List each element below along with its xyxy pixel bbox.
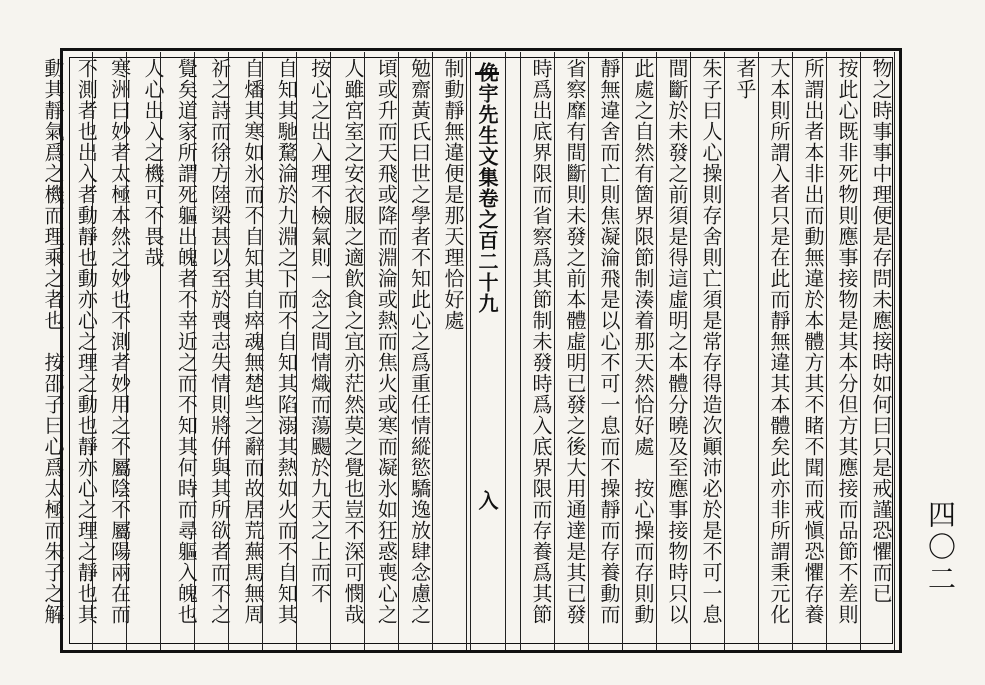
text-column-22: 寒洲曰妙者太極本然之妙也不測者妙用之不屬陰不屬陽兩在而 — [107, 58, 132, 625]
text-column-7: 間斷於未發之前須是得這虛明之本體分曉及至應事接物時只以 — [665, 58, 689, 625]
text-column-17: 自知其馳騖淪於九淵之下而不自知其陷溺其熱如火而不自知其 — [274, 58, 299, 625]
text-column-11: 時爲出底界限而省察爲其節制未發時爲入底界限而存養爲其節 — [529, 58, 553, 625]
text-column-3: 所謂出者本非出而動無違於本體方其不睹不聞而戒愼恐懼存養 — [801, 58, 825, 625]
text-column-8: 此處之自然有箇界限節制湊着那天然恰好處 按心操而存則動 — [631, 58, 655, 625]
text-column-21: 人心出入之機可不畏哉 — [140, 58, 165, 268]
text-column-4: 大本則所謂入者只是在此而靜無違其本體矣此亦非所謂秉元化 — [767, 58, 791, 625]
text-column-6: 朱子曰人心操則存舍則亡須是常存得造次顚沛必於是不可一息 — [699, 58, 723, 625]
text-column-19: 祈之詩而徐方陸梁甚以至於喪志失情則將倂與其所欲者而不之 — [207, 58, 232, 625]
section-mark: 入 — [475, 490, 499, 510]
text-column-9: 靜無違舍而亡則焦凝淪飛是以心不可一息而不操靜而存養動而 — [597, 58, 621, 625]
text-column-20: 覺矣道家所謂死軀出魄者不幸近之而不知其何時而尋軀入魄也 — [174, 58, 199, 625]
text-column-5: 者乎 — [733, 58, 757, 100]
page-number: 四〇二 — [924, 500, 957, 596]
text-column-14: 頃或升而天飛或降而淵淪或熱而焦火或寒而凝氷如狂惑喪心之 — [374, 58, 399, 625]
text-column-15: 人雖宮室之安衣服之適飮食之宜亦茫然莫之覺也豈不深可憫哉 — [340, 58, 365, 625]
text-column-24: 動其靜氣爲之機而理乘之者也 按邵子曰心爲太極而朱子之解 — [40, 58, 65, 625]
text-column-18: 自燔其寒如氷而不自知其自瘁魂無楚些之辭而故居荒蕪馬無周 — [240, 58, 265, 625]
text-column-12: 制動靜無違便是那天理恰好處 — [440, 58, 465, 331]
text-column-23: 不測者也出入者動靜也動亦心之理之動也靜亦心之理之靜也其 — [74, 58, 99, 625]
text-column-10: 省察靡有間斷則未發之前本體虛明已發之後大用通達是其已發 — [563, 58, 587, 625]
text-column-1: 物之時事事中理便是存問未應接時如何曰只是戒謹恐懼而已 — [869, 58, 893, 604]
text-column-13: 勉齋黃氏曰世之學者不知此心之爲重任情縱慾驕逸放肆念慮之 — [407, 58, 432, 625]
text-column-16: 按心之出入理不檢氣則一念之間情熾而蕩颺於九天之上而不 — [307, 58, 332, 604]
collection-title: 俛宇先生文集卷之百二十九 — [475, 62, 499, 314]
text-column-2: 按此心既非死物則應事接物是其本分但方其應接而品節不差則 — [835, 58, 859, 625]
